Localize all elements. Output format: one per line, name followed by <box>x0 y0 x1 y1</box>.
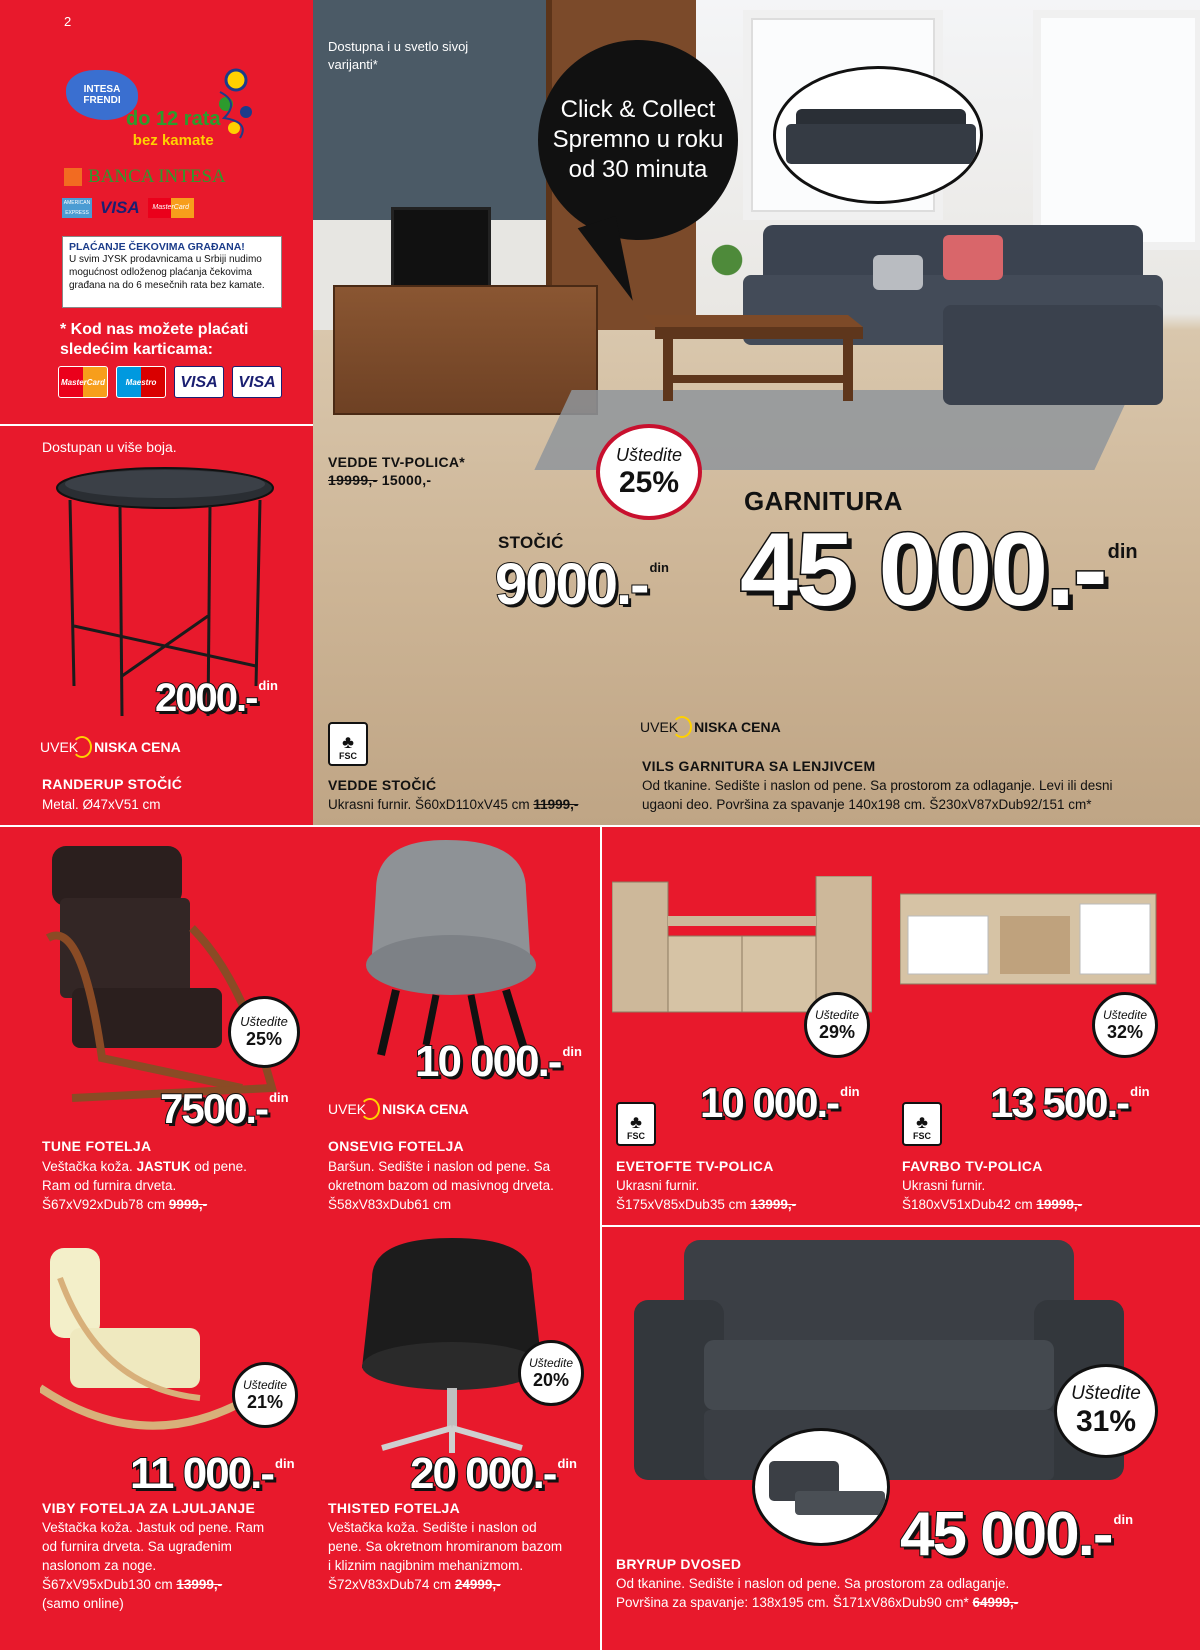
onsevig-name: ONSEVIG FOTELJA <box>328 1138 464 1154</box>
onsevig-price: 10 000.- din <box>415 1037 582 1086</box>
viby-price: 11 000.- din <box>130 1449 295 1498</box>
divider <box>600 825 602 1650</box>
cards-note: * Kod nas možete plaćati sledećim karticama: <box>60 321 249 358</box>
bryrup-save-badge: Uštedite 31% <box>1054 1364 1158 1458</box>
thisted-desc: Veštačka koža. Sedište i naslon od pene. Sa okretnom hromiranom bazom i kliznim nagibnim mehanizmom. Š72xV83xDub74 cm 24999,- <box>328 1520 563 1592</box>
amex-card-icon: AMERICAN EXPRESS <box>63 200 91 216</box>
hero-save-badge: Uštedite 25% <box>596 424 702 520</box>
banca-intesa-logo: BANCA INTESA <box>64 166 226 188</box>
bryrup-sofabed-inset <box>752 1428 890 1546</box>
cards-top-row <box>62 198 194 218</box>
variant-note: Dostupna i u svetlo sivoj varijanti* <box>328 39 469 72</box>
tune-desc: Veštačka koža. JASTUK od pene. Ram od furnira drveta. Š67xV92xDub78 cm 9999,- <box>42 1159 247 1212</box>
randerup-name: RANDERUP STOČIĆ <box>42 776 183 792</box>
evetofte-fsc-icon: ♣ FSC <box>616 1102 656 1146</box>
divider <box>600 1225 1200 1227</box>
mastercard-icon: MasterCard <box>58 366 108 398</box>
randerup-price: 2000.- din <box>155 676 278 720</box>
favrbo-fsc-icon: ♣ FSC <box>902 1102 942 1146</box>
vedde-stocic-name: VEDDE STOČIĆ <box>328 777 437 793</box>
randerup-note: Dostupan u više boja. <box>42 439 177 455</box>
favrbo-tv-stand-image <box>900 884 1160 990</box>
visa-electron-icon: VISA <box>232 366 282 398</box>
evetofte-save-badge: Uštedite 29% <box>804 992 870 1058</box>
divider <box>0 424 313 426</box>
tv-stand-image <box>333 285 598 415</box>
installments-big: do 12 rata <box>126 108 221 130</box>
evetofte-desc: Ukrasni furnir. Š175xV85xDub35 cm 13999,- <box>616 1178 797 1212</box>
maestro-icon: Maestro <box>116 366 166 398</box>
garnitura-price: 45 000.- din <box>740 512 1138 628</box>
click-collect-line2: Spremno u roku <box>552 126 724 153</box>
thisted-name: THISTED FOTELJA <box>328 1500 461 1516</box>
vedde-tv-prices: 19999,- 15000,- <box>328 472 432 488</box>
evetofte-name: EVETOFTE TV-POLICA <box>616 1158 774 1174</box>
bryrup-sofa-image <box>634 1240 1124 1490</box>
checks-box <box>62 236 282 308</box>
vedde-stocic-desc: Ukrasni furnir. Š60xD110xV45 cm 11999,- <box>328 797 579 812</box>
viby-save-badge: Uštedite 21% <box>232 1362 298 1428</box>
hero-photo <box>313 0 1200 825</box>
stocic-price: 9000.- din <box>495 552 669 617</box>
page-number: 2 <box>64 14 72 29</box>
favrbo-save-badge: Uštedite 32% <box>1092 992 1158 1058</box>
favrbo-desc: Ukrasni furnir. Š180xV51xDub42 cm 19999,- <box>902 1178 1083 1212</box>
tv-image <box>391 207 491 293</box>
tune-chair-image <box>42 838 282 1108</box>
click-collect-line3: od 30 minuta <box>568 156 708 183</box>
uvek-ring-icon <box>72 736 92 758</box>
uvek-ring-icon <box>360 1098 380 1120</box>
favrbo-name: FAVRBO TV-POLICA <box>902 1158 1043 1174</box>
bryrup-price: 45 000.- din <box>900 1500 1134 1569</box>
viby-name: VIBY FOTELJA ZA LJULJANJE <box>42 1500 256 1516</box>
intesa-frendi-logo: INTESA FRENDI <box>66 70 138 120</box>
onsevig-chair-image <box>356 840 556 1060</box>
bank-square-icon <box>64 168 82 186</box>
checks-text: U svim JYSK prodavnicama u Srbiji nudimo mogućnost odloženog plaćanja čekovima građana na do 6 mesečnih rata bez kamate. <box>69 254 265 291</box>
vedde-tv-name: VEDDE TV-POLICA* <box>328 454 466 470</box>
mascot-icon <box>210 62 262 142</box>
onsevig-desc: Baršun. Sedište i naslon od pene. Sa okretnom bazom od masivnog drveta. Š58xV83xDub61 cm <box>328 1159 554 1212</box>
onsevig-uvek-badge: UVEK NISKA CENA <box>328 1098 469 1120</box>
coffee-table-image <box>633 305 868 405</box>
thisted-price: 20 000.- din <box>410 1449 577 1498</box>
tune-price: 7500.- din <box>160 1085 289 1132</box>
installments-sub: bez kamate <box>132 132 214 149</box>
hero-fsc-icon: ♣ FSC <box>328 722 368 766</box>
tune-name: TUNE FOTELJA <box>42 1138 152 1154</box>
thisted-save-badge: Uštedite 20% <box>518 1340 584 1406</box>
viby-desc: Veštačka koža. Jastuk od pene. Ram od furnira drveta. Sa ugrađenim naslonom za noge. Š67xV95xDub130 cm 13999,- (samo online) <box>42 1520 265 1611</box>
visa-card-icon: VISA <box>100 198 140 217</box>
dark-wall <box>313 0 548 240</box>
tune-save-badge: Uštedite 25% <box>228 996 300 1068</box>
vils-name: VILS GARNITURA SA LENJIVCEM <box>642 758 876 774</box>
randerup-desc: Metal. Ø47xV51 cm <box>42 797 161 812</box>
vils-desc: Od tkanine. Sedište i naslon od pene. Sa prostorom za odlaganje. Levi ili desni ugaoni deo. Površina za spavanje 140x198 cm. Š230xV87xDub92/151 cm* <box>642 778 1113 812</box>
checks-title: PLAĆANJE ČEKOVIMA GRAĐANA! <box>69 241 245 253</box>
installments-badge <box>126 108 220 152</box>
evetofte-price: 10 000.- din <box>700 1079 860 1126</box>
bryrup-desc: Od tkanine. Sedište i naslon od pene. Sa prostorom za odlaganje. Površina za spavanje: 138x195 cm. Š171xV86xDub90 cm* 64999,- <box>616 1576 1019 1610</box>
uvek-ring-icon <box>672 716 692 738</box>
cards-bottom-row <box>58 366 282 398</box>
hero-uvek-badge: UVEK NISKA CENA <box>640 716 781 738</box>
mastercard-card-icon: MasterCard <box>148 198 194 218</box>
randerup-uvek-badge: UVEK NISKA CENA <box>40 736 181 758</box>
viby-rocking-chair-image <box>40 1238 280 1458</box>
click-collect-bubble <box>538 40 738 240</box>
click-collect-line1: Click & Collect <box>560 96 716 123</box>
favrbo-price: 13 500.- din <box>990 1079 1150 1126</box>
garnitura-label: GARNITURA <box>744 486 903 516</box>
visa-icon: VISA <box>174 366 224 398</box>
stocic-label: STOČIĆ <box>498 533 564 552</box>
sofabed-inset <box>773 66 983 204</box>
window-right <box>1033 10 1200 250</box>
bryrup-name: BRYRUP DVOSED <box>616 1556 742 1572</box>
